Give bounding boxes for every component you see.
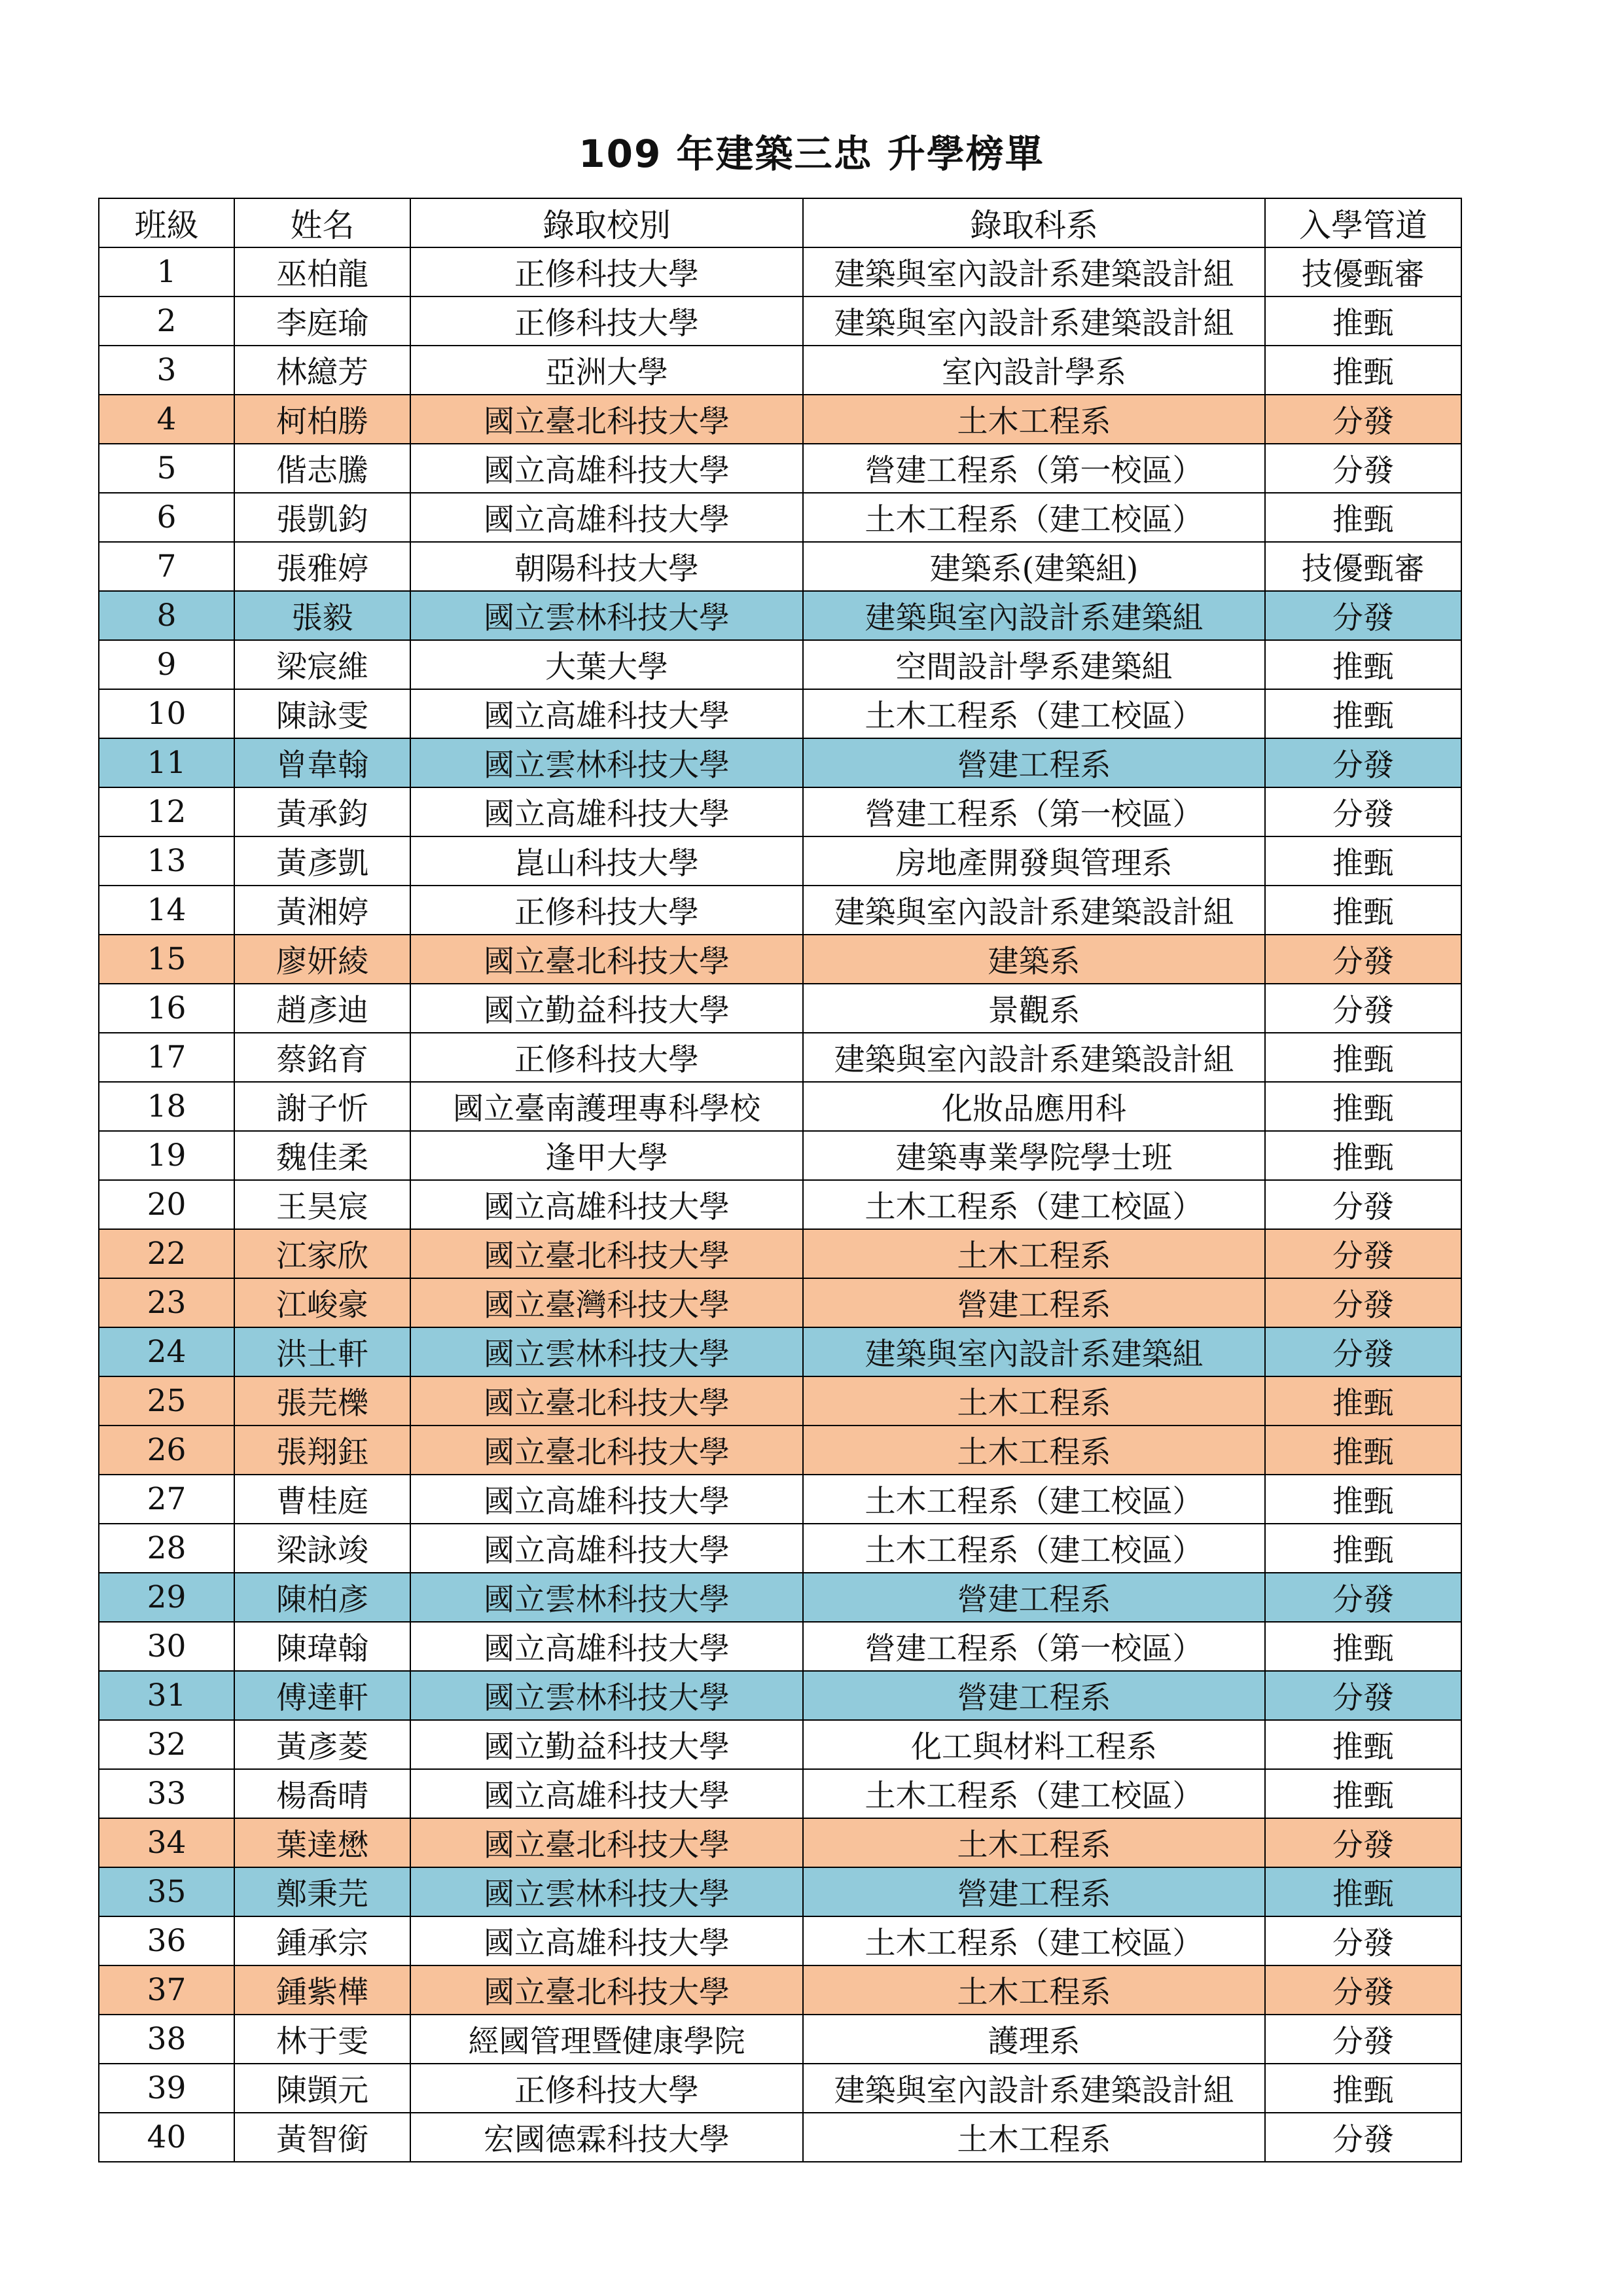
cell-name: 梁詠竣: [234, 1524, 410, 1573]
cell-seat: 4: [99, 395, 234, 444]
cell-name: 曹桂庭: [234, 1475, 410, 1524]
cell-admission-channel: 推甄: [1265, 1720, 1461, 1769]
table-row: [99, 1671, 1461, 1720]
cell-school: 國立雲林科技大學: [410, 1671, 803, 1720]
cell-admission-channel: 分發: [1265, 1327, 1461, 1376]
cell-seat: 40: [99, 2113, 234, 2162]
cell-seat: 16: [99, 984, 234, 1033]
table-row: [99, 1327, 1461, 1376]
cell-seat: 7: [99, 542, 234, 591]
cell-department: 土木工程系: [803, 1426, 1265, 1475]
cell-department: 土木工程系: [803, 395, 1265, 444]
table-row: [99, 395, 1461, 444]
cell-department: 土木工程系（建工校區）: [803, 1916, 1265, 1965]
cell-name: 鄭秉芫: [234, 1867, 410, 1916]
cell-seat: 25: [99, 1376, 234, 1426]
cell-seat: 1: [99, 247, 234, 296]
cell-seat: 9: [99, 640, 234, 689]
table-row: [99, 984, 1461, 1033]
cell-admission-channel: 推甄: [1265, 1524, 1461, 1573]
cell-admission-channel: 推甄: [1265, 296, 1461, 346]
cell-name: 柯柏勝: [234, 395, 410, 444]
table-row: [99, 1131, 1461, 1180]
cell-seat: 6: [99, 493, 234, 542]
cell-name: 張雅婷: [234, 542, 410, 591]
cell-school: 國立雲林科技大學: [410, 591, 803, 640]
cell-department: 建築與室內設計系建築設計組: [803, 1033, 1265, 1082]
cell-department: 營建工程系（第一校區）: [803, 444, 1265, 493]
table-row: [99, 1229, 1461, 1278]
cell-school: 朝陽科技大學: [410, 542, 803, 591]
cell-school: 國立高雄科技大學: [410, 493, 803, 542]
cell-school: 國立勤益科技大學: [410, 1720, 803, 1769]
table-header-row: [99, 198, 1461, 247]
cell-seat: 11: [99, 738, 234, 787]
cell-admission-channel: 分發: [1265, 444, 1461, 493]
cell-department: 建築與室內設計系建築設計組: [803, 247, 1265, 296]
cell-name: 鍾承宗: [234, 1916, 410, 1965]
cell-admission-channel: 分發: [1265, 1965, 1461, 2015]
table-row: [99, 542, 1461, 591]
cell-seat: 23: [99, 1278, 234, 1327]
cell-department: 營建工程系: [803, 738, 1265, 787]
cell-department: 營建工程系: [803, 1867, 1265, 1916]
cell-admission-channel: 分發: [1265, 1180, 1461, 1229]
cell-department: 化工與材料工程系: [803, 1720, 1265, 1769]
cell-school: 國立高雄科技大學: [410, 444, 803, 493]
cell-admission-channel: 技優甄審: [1265, 247, 1461, 296]
header-admission-channel: 入學管道: [1265, 198, 1461, 247]
cell-department: 建築與室內設計系建築設計組: [803, 2064, 1265, 2113]
table-row: [99, 738, 1461, 787]
cell-seat: 13: [99, 836, 234, 886]
cell-admission-channel: 分發: [1265, 1278, 1461, 1327]
cell-seat: 31: [99, 1671, 234, 1720]
cell-school: 正修科技大學: [410, 296, 803, 346]
cell-seat: 10: [99, 689, 234, 738]
cell-department: 房地產開發與管理系: [803, 836, 1265, 886]
cell-admission-channel: 分發: [1265, 787, 1461, 836]
cell-admission-channel: 推甄: [1265, 1475, 1461, 1524]
table-row: [99, 1769, 1461, 1818]
cell-name: 張凱鈞: [234, 493, 410, 542]
cell-name: 鍾紫樺: [234, 1965, 410, 2015]
cell-school: 正修科技大學: [410, 247, 803, 296]
table-row: [99, 1475, 1461, 1524]
cell-admission-channel: 技優甄審: [1265, 542, 1461, 591]
cell-seat: 8: [99, 591, 234, 640]
table-row: [99, 640, 1461, 689]
cell-seat: 28: [99, 1524, 234, 1573]
cell-seat: 29: [99, 1573, 234, 1622]
cell-department: 土木工程系: [803, 1229, 1265, 1278]
cell-department: 建築系(建築組): [803, 542, 1265, 591]
cell-department: 土木工程系（建工校區）: [803, 1475, 1265, 1524]
cell-seat: 24: [99, 1327, 234, 1376]
cell-school: 亞洲大學: [410, 346, 803, 395]
cell-name: 魏佳柔: [234, 1131, 410, 1180]
cell-department: 土木工程系（建工校區）: [803, 1524, 1265, 1573]
cell-admission-channel: 分發: [1265, 1818, 1461, 1867]
table-body: [99, 247, 1461, 2162]
cell-name: 李庭瑜: [234, 296, 410, 346]
cell-admission-channel: 推甄: [1265, 1376, 1461, 1426]
table-row: [99, 1867, 1461, 1916]
header-school: 錄取校別: [410, 198, 803, 247]
cell-department: 營建工程系: [803, 1278, 1265, 1327]
cell-department: 建築系: [803, 935, 1265, 984]
cell-admission-channel: 分發: [1265, 738, 1461, 787]
cell-admission-channel: 分發: [1265, 1916, 1461, 1965]
cell-name: 王昊宸: [234, 1180, 410, 1229]
cell-name: 洪士軒: [234, 1327, 410, 1376]
table-row: [99, 1180, 1461, 1229]
table-row: [99, 1524, 1461, 1573]
cell-department: 營建工程系（第一校區）: [803, 787, 1265, 836]
cell-school: 正修科技大學: [410, 886, 803, 935]
table-row: [99, 886, 1461, 935]
cell-seat: 18: [99, 1082, 234, 1131]
cell-school: 國立高雄科技大學: [410, 1916, 803, 1965]
cell-department: 護理系: [803, 2015, 1265, 2064]
cell-school: 國立雲林科技大學: [410, 1573, 803, 1622]
cell-department: 土木工程系（建工校區）: [803, 493, 1265, 542]
cell-admission-channel: 分發: [1265, 1671, 1461, 1720]
cell-department: 景觀系: [803, 984, 1265, 1033]
cell-department: 土木工程系: [803, 2113, 1265, 2162]
table-row: [99, 1916, 1461, 1965]
cell-seat: 20: [99, 1180, 234, 1229]
cell-school: 大葉大學: [410, 640, 803, 689]
cell-department: 土木工程系: [803, 1818, 1265, 1867]
cell-school: 國立臺北科技大學: [410, 1426, 803, 1475]
cell-department: 營建工程系: [803, 1573, 1265, 1622]
cell-seat: 14: [99, 886, 234, 935]
cell-admission-channel: 推甄: [1265, 886, 1461, 935]
cell-school: 國立臺灣科技大學: [410, 1278, 803, 1327]
header-class-seat: 班級: [99, 198, 234, 247]
cell-seat: 30: [99, 1622, 234, 1671]
cell-name: 葉達懋: [234, 1818, 410, 1867]
table-row: [99, 444, 1461, 493]
cell-seat: 3: [99, 346, 234, 395]
cell-school: 國立高雄科技大學: [410, 787, 803, 836]
cell-admission-channel: 分發: [1265, 984, 1461, 1033]
table-row: [99, 1278, 1461, 1327]
cell-school: 宏國德霖科技大學: [410, 2113, 803, 2162]
cell-school: 國立高雄科技大學: [410, 1180, 803, 1229]
cell-department: 土木工程系（建工校區）: [803, 1769, 1265, 1818]
cell-school: 國立臺南護理專科學校: [410, 1082, 803, 1131]
cell-name: 黃承鈞: [234, 787, 410, 836]
cell-admission-channel: 分發: [1265, 395, 1461, 444]
cell-name: 蔡銘育: [234, 1033, 410, 1082]
table-row: [99, 1720, 1461, 1769]
cell-department: 空間設計學系建築組: [803, 640, 1265, 689]
cell-seat: 37: [99, 1965, 234, 2015]
cell-school: 國立臺北科技大學: [410, 935, 803, 984]
cell-admission-channel: 推甄: [1265, 1131, 1461, 1180]
cell-school: 國立臺北科技大學: [410, 1965, 803, 2015]
cell-seat: 2: [99, 296, 234, 346]
cell-department: 營建工程系: [803, 1671, 1265, 1720]
cell-school: 國立高雄科技大學: [410, 689, 803, 738]
page-title: 109 年建築三忠 升學榜單: [579, 132, 1044, 176]
cell-admission-channel: 推甄: [1265, 1769, 1461, 1818]
cell-school: 逢甲大學: [410, 1131, 803, 1180]
cell-admission-channel: 推甄: [1265, 493, 1461, 542]
cell-seat: 15: [99, 935, 234, 984]
cell-school: 國立臺北科技大學: [410, 1376, 803, 1426]
cell-name: 陳顗元: [234, 2064, 410, 2113]
table-row: [99, 1573, 1461, 1622]
cell-admission-channel: 推甄: [1265, 1082, 1461, 1131]
cell-admission-channel: 推甄: [1265, 689, 1461, 738]
cell-school: 正修科技大學: [410, 1033, 803, 1082]
table-row: [99, 493, 1461, 542]
table-row: [99, 346, 1461, 395]
cell-department: 建築與室內設計系建築組: [803, 1327, 1265, 1376]
cell-admission-channel: 推甄: [1265, 346, 1461, 395]
cell-name: 陳詠雯: [234, 689, 410, 738]
table-row: [99, 689, 1461, 738]
cell-department: 土木工程系（建工校區）: [803, 689, 1265, 738]
cell-seat: 33: [99, 1769, 234, 1818]
cell-seat: 12: [99, 787, 234, 836]
cell-admission-channel: 推甄: [1265, 640, 1461, 689]
table-row: [99, 935, 1461, 984]
cell-name: 江家欣: [234, 1229, 410, 1278]
cell-name: 曾韋翰: [234, 738, 410, 787]
cell-department: 營建工程系（第一校區）: [803, 1622, 1265, 1671]
cell-seat: 5: [99, 444, 234, 493]
cell-school: 國立高雄科技大學: [410, 1475, 803, 1524]
cell-name: 林于雯: [234, 2015, 410, 2064]
cell-department: 建築與室內設計系建築組: [803, 591, 1265, 640]
cell-school: 正修科技大學: [410, 2064, 803, 2113]
table-row: [99, 2113, 1461, 2162]
cell-seat: 35: [99, 1867, 234, 1916]
cell-department: 建築與室內設計系建築設計組: [803, 296, 1265, 346]
cell-name: 廖妍綾: [234, 935, 410, 984]
cell-name: 巫柏龍: [234, 247, 410, 296]
cell-admission-channel: 推甄: [1265, 2064, 1461, 2113]
table-row: [99, 247, 1461, 296]
table-row: [99, 1426, 1461, 1475]
table-row: [99, 787, 1461, 836]
cell-school: 國立高雄科技大學: [410, 1524, 803, 1573]
header-department: 錄取科系: [803, 198, 1265, 247]
cell-department: 建築與室內設計系建築設計組: [803, 886, 1265, 935]
table-row: [99, 2015, 1461, 2064]
cell-seat: 34: [99, 1818, 234, 1867]
cell-name: 黃彥菱: [234, 1720, 410, 1769]
table-row: [99, 1082, 1461, 1131]
cell-seat: 22: [99, 1229, 234, 1278]
cell-name: 謝子忻: [234, 1082, 410, 1131]
cell-school: 國立臺北科技大學: [410, 1818, 803, 1867]
table-row: [99, 1622, 1461, 1671]
cell-name: 黃湘婷: [234, 886, 410, 935]
cell-seat: 19: [99, 1131, 234, 1180]
cell-name: 黃智銜: [234, 2113, 410, 2162]
cell-department: 土木工程系: [803, 1376, 1265, 1426]
cell-seat: 26: [99, 1426, 234, 1475]
cell-seat: 39: [99, 2064, 234, 2113]
cell-admission-channel: 推甄: [1265, 1426, 1461, 1475]
cell-admission-channel: 分發: [1265, 1229, 1461, 1278]
table-row: [99, 1033, 1461, 1082]
cell-school: 國立勤益科技大學: [410, 984, 803, 1033]
cell-admission-channel: 分發: [1265, 935, 1461, 984]
cell-admission-channel: 推甄: [1265, 836, 1461, 886]
cell-admission-channel: 推甄: [1265, 1867, 1461, 1916]
cell-department: 土木工程系（建工校區）: [803, 1180, 1265, 1229]
cell-school: 崑山科技大學: [410, 836, 803, 886]
cell-school: 國立雲林科技大學: [410, 1327, 803, 1376]
cell-name: 偕志騰: [234, 444, 410, 493]
cell-department: 建築專業學院學士班: [803, 1131, 1265, 1180]
cell-department: 土木工程系: [803, 1965, 1265, 2015]
cell-seat: 36: [99, 1916, 234, 1965]
cell-name: 傅達軒: [234, 1671, 410, 1720]
table-row: [99, 836, 1461, 886]
cell-department: 室內設計學系: [803, 346, 1265, 395]
header-name: 姓名: [234, 198, 410, 247]
cell-admission-channel: 推甄: [1265, 1622, 1461, 1671]
cell-school: 國立雲林科技大學: [410, 738, 803, 787]
cell-name: 黃彥凱: [234, 836, 410, 886]
cell-seat: 38: [99, 2015, 234, 2064]
cell-admission-channel: 分發: [1265, 1573, 1461, 1622]
table-row: [99, 591, 1461, 640]
table-row: [99, 1965, 1461, 2015]
cell-admission-channel: 分發: [1265, 2015, 1461, 2064]
cell-admission-channel: 推甄: [1265, 1033, 1461, 1082]
cell-seat: 17: [99, 1033, 234, 1082]
cell-school: 國立高雄科技大學: [410, 1769, 803, 1818]
cell-school: 國立雲林科技大學: [410, 1867, 803, 1916]
admission-table: [98, 198, 1462, 2162]
cell-school: 國立高雄科技大學: [410, 1622, 803, 1671]
cell-name: 楊喬晴: [234, 1769, 410, 1818]
cell-name: 趙彥迪: [234, 984, 410, 1033]
cell-name: 張芫櫟: [234, 1376, 410, 1426]
cell-school: 國立臺北科技大學: [410, 395, 803, 444]
cell-name: 張翔鈺: [234, 1426, 410, 1475]
cell-name: 陳柏彥: [234, 1573, 410, 1622]
cell-name: 江峻豪: [234, 1278, 410, 1327]
cell-school: 國立臺北科技大學: [410, 1229, 803, 1278]
cell-name: 林繶芳: [234, 346, 410, 395]
table-row: [99, 1818, 1461, 1867]
cell-admission-channel: 分發: [1265, 591, 1461, 640]
table-row: [99, 2064, 1461, 2113]
cell-seat: 32: [99, 1720, 234, 1769]
table-row: [99, 296, 1461, 346]
cell-name: 梁宸維: [234, 640, 410, 689]
cell-name: 陳瑋翰: [234, 1622, 410, 1671]
table-row: [99, 1376, 1461, 1426]
cell-department: 化妝品應用科: [803, 1082, 1265, 1131]
cell-seat: 27: [99, 1475, 234, 1524]
cell-admission-channel: 分發: [1265, 2113, 1461, 2162]
cell-school: 經國管理暨健康學院: [410, 2015, 803, 2064]
cell-name: 張毅: [234, 591, 410, 640]
